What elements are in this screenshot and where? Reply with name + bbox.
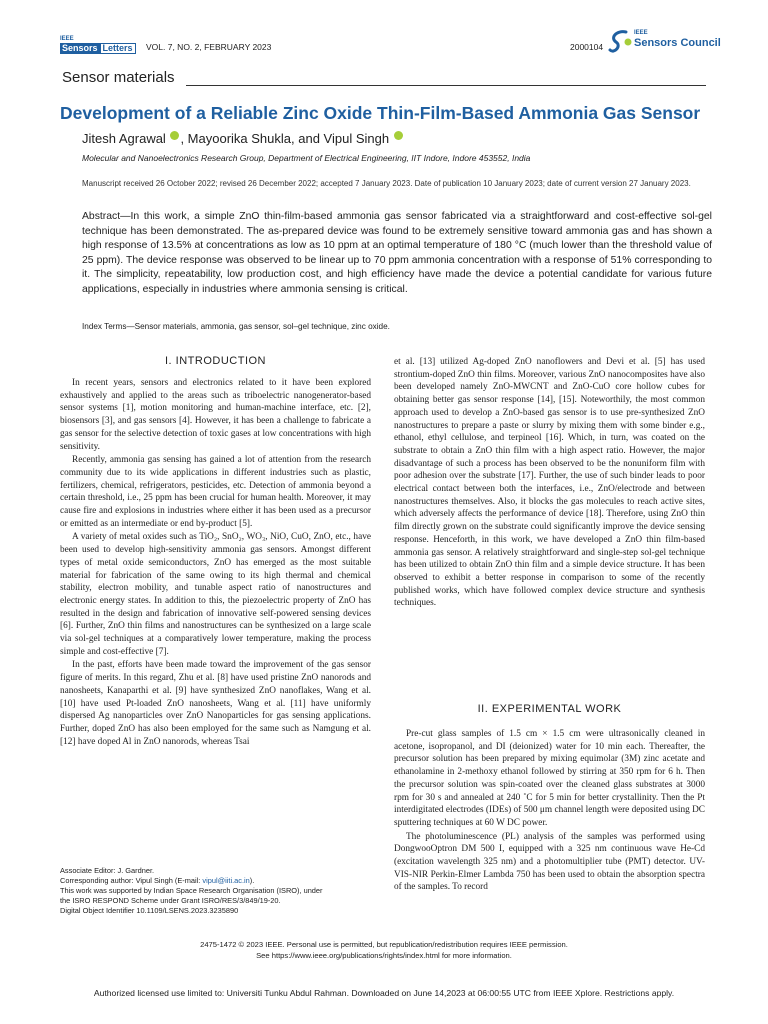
body-paragraph: The photoluminescence (PL) analysis of the samples was performed using DongwooOptron DM 500 I, equipped with a 325 nm continuous wave He-Cd (excitation wavelength 325 nm) and a photomultiplier tube (PMT) detector. UV-VIS-NIR Perkin-Elmer Lambda 750 has been used to obtain the absorption spectra of the samples. To record — [394, 831, 705, 893]
body-paragraph: Pre-cut glass samples of 1.5 cm × 1.5 cm were ultrasonically cleaned in acetone, isopropanol, and DI (deionized) water for 10 min each. Thereafter, the precursor solution has been prepared by mixing equimolar (3M) zinc acetate and ethanolamine in 2-methoxy ethanol followed by stirring at 350 rpm for 6 h. Then the precursor solution was spin-coated over the cleaned glass substrates at 3000 rpm for 30 s and annealed at 240 ˚C for 5 min for better crystallinity. Then the Pt interdigitated electrodes (IDEs) of 500 μm channel length were deposited using DC sputtering techniques at 60 W DC power. — [394, 729, 705, 828]
email-link[interactable]: vipul@iiti.ac.in — [202, 876, 250, 885]
left-column — [60, 377, 371, 749]
sensors-council-logo — [608, 28, 721, 58]
abstract: Abstract—In this work, a simple ZnO thin-film-based ammonia gas sensor fabricated via a straightforward and cost-effective sol-gel technique has been demonstrated. The as-prepared device was found to be extremely sensitive toward ammonia gas and has shown a high response of 13.5% at concentrations as low as 10 ppm at an optimal temperature of 180 °C (much lower than the threshold value of 25 ppm). The device response was observed to be linear up to 70 ppm ammonia concentration with a response of 51% corresponding to it. The simplicity, repeatability, low production cost, and high efficiency have made the device a potential candidate for various future applications, especially in industries where ammonia sensing is critical. — [82, 211, 712, 295]
experimental-heading-wrap — [394, 703, 705, 715]
doi: Digital Object Identifier 10.1109/LSENS.2023.3235890 — [60, 906, 239, 915]
associate-editor: Associate Editor: J. Gardner. — [60, 866, 155, 875]
copyright-line: 2475-1472 © 2023 IEEE. Personal use is permitted, but republication/redistribution requires IEEE permission. — [200, 940, 568, 949]
body-paragraph: et al. [13] utilized Ag-doped ZnO nanoflowers and Devi et al. [5] has used strontium-doped ZnO thin films. Moreover, various ZnO nanocomposites have also been developed namely ZnO-MWCNT and ZnO-CuO core hollow cubes for obtaining better gas sensor response [14], [15]. Noteworthily, the most common approach used to develop a ZnO-based gas sensor is to use pre-synthesized ZnO nanostructures to prepare a paste or slurry by mixing them with some binder e.g., ethanol, ethyl cellulose, and terpineol [16]. Which, in turn, was coated on the substrate to obtain a ZnO thin film with a high aspect ratio. However, the major disadvantage of such a process has been observed to be the nonuniform film with poor adhesion over the substrate [17]. Further, the use of such binder leads to poor electrical contact between both the interfaces, i.e., ZnO/electrode and between nanostructures themselves. Also, it blocks the gas molecules to reach active sites, which adversely affects the performance of device [18]. Therefore, using ZnO thin film directly grown on the substrate could significantly improve the device sensing response. Henceforth, in this work, we have developed a ZnO thin film-based ammonia gas sensor. A relatively straightforward and single-step sol-gel technique has been utilized to obtain ZnO thin film and a simple device structure. It has been observed to exhibit a better response in comparison to some of the recently published works, which have followed complex device structure and synthesis techniques. — [394, 357, 705, 609]
affiliation: Molecular and Nanoelectronics Research Group, Department of Electrical Engineering, IIT Indore, Indore 453552, India — [82, 153, 531, 163]
council-ieee-text: IEEE — [634, 30, 648, 36]
body-paragraph: In the past, efforts have been made toward the improvement of the gas sensor figure of merits. In this regard, Zhu et al. [8] have used pristine ZnO nanorods and nanosheets, Kanaparthi et al. [9] have synthesized ZnO nanoflakes, Wang et al. [10] have used Pt-loaded ZnO nanosheets, Wang et al. [11] have uniformly dispersed Ag nanoparticles over ZnO Nanoparticles for gas sensing applications. Further, doped ZnO has also been employed for the same such as Namgung et al. [12] have doped Al in ZnO nanorods, whereas Tsai — [60, 660, 371, 747]
right-column-experimental — [394, 728, 705, 895]
right-column — [394, 356, 705, 611]
article-number: 2000104 — [570, 42, 604, 52]
logo-letters-text: Letters — [100, 43, 136, 54]
manuscript-dates: Manuscript received 26 October 2022; revised 26 December 2022; accepted 7 January 2023. Date of publication 10 January 2023; date of current version 27 January 2023. — [82, 179, 691, 188]
section-label: Sensor materials — [62, 69, 175, 86]
license-notice: Authorized licensed use limited to: Universiti Tunku Abdul Rahman. Downloaded on June 14,2023 at 06:00:55 UTC from IEEE Xplore. Restrictions apply. — [93, 988, 675, 998]
index-terms: Index Terms—Sensor materials, ammonia, gas sensor, sol–gel technique, zinc oxide. — [82, 322, 390, 331]
paper-title: Development of a Reliable Zinc Oxide Thin-Film-Based Ammonia Gas Sensor — [60, 103, 701, 123]
copyright-link-line[interactable]: See https://www.ieee.org/publications/rights/index.html for more information. — [256, 951, 512, 960]
council-name-text: Sensors Council — [634, 37, 721, 49]
funding-line: the ISRO RESPOND Scheme under Grant ISRO/RES/3/849/19-20. — [60, 896, 281, 905]
body-paragraph: A variety of metal oxides such as TiO₂, SnO₂, WO₃, NiO, CuO, ZnO, etc., have been used to develop high-sensitivity ammonia gas sensors. Amongst different types of metal oxide semiconductors, ZnO has emerged as the most suitable material for fabrication of the same owing to its high thermal and chemical stability, electron mobility, and tunable aspect ratio of nanostructures and electronic energy states. In addition to this, the piezoelectric property of ZnO has resulted in the design and fabrication of innovative self-powered sensing devices [6]. Further, ZnO thin films and nanostructures can be synthesized on a large scale via sol-gel techniques at a comparatively lower temperature, making the process simple and cost-effective [7]. — [60, 532, 371, 657]
sensors-council-swirl-icon — [608, 28, 634, 56]
author-names: , Mayoorika Shukla, and Vipul Singh — [180, 131, 390, 146]
author-name: Jitesh Agrawal — [82, 131, 166, 146]
corresponding-author: Corresponding author: Vipul Singh (E-mail: vipul@iiti.ac.in). — [60, 876, 255, 885]
experimental-heading: II. EXPERIMENTAL WORK — [477, 703, 622, 715]
section-rule-divider — [186, 85, 706, 86]
logo-ieee-text: IEEE — [60, 36, 74, 42]
funding-line: This work was supported by Indian Space Research Organisation (ISRO), under — [60, 886, 323, 895]
sensors-letters-logo — [60, 36, 142, 54]
orcid-icon[interactable] — [170, 131, 179, 140]
logo-sensors-text: Sensors — [62, 43, 98, 53]
author-list — [82, 131, 404, 146]
introduction-heading-wrap — [60, 355, 371, 367]
volume-info: VOL. 7, NO. 2, FEBRUARY 2023 — [146, 42, 272, 52]
body-paragraph: In recent years, sensors and electronics related to it have been explored exhaustively and applied to the areas such as triboelectric nanogenerator-based sensor systems [1], motion monitoring and human-machine interface, etc. [2], biosensors [3], and gas sensors [4]. However, it has been a challenge to fabricate a gas sensor for the selective detection of toxic gases at low concentrations with high sensitivity. — [60, 378, 371, 452]
introduction-heading: I. INTRODUCTION — [165, 355, 266, 367]
copyright-notice — [60, 939, 708, 961]
body-paragraph: Recently, ammonia gas sensing has gained a lot of attention from the research community due to its wide applications in different industries such as plastic, fertilizers, chemical, refrigerators, pesticides, etc. Detection of ammonia beyond a certain threshold, i.e., 25 ppm has been crucial for human health. Moreover, it may cause fire and explosions in industries where either it has been used as a precursor or emitted as an intermediate or end by-product [5]. — [60, 455, 371, 529]
footnotes — [60, 866, 380, 916]
orcid-icon[interactable] — [394, 131, 403, 140]
